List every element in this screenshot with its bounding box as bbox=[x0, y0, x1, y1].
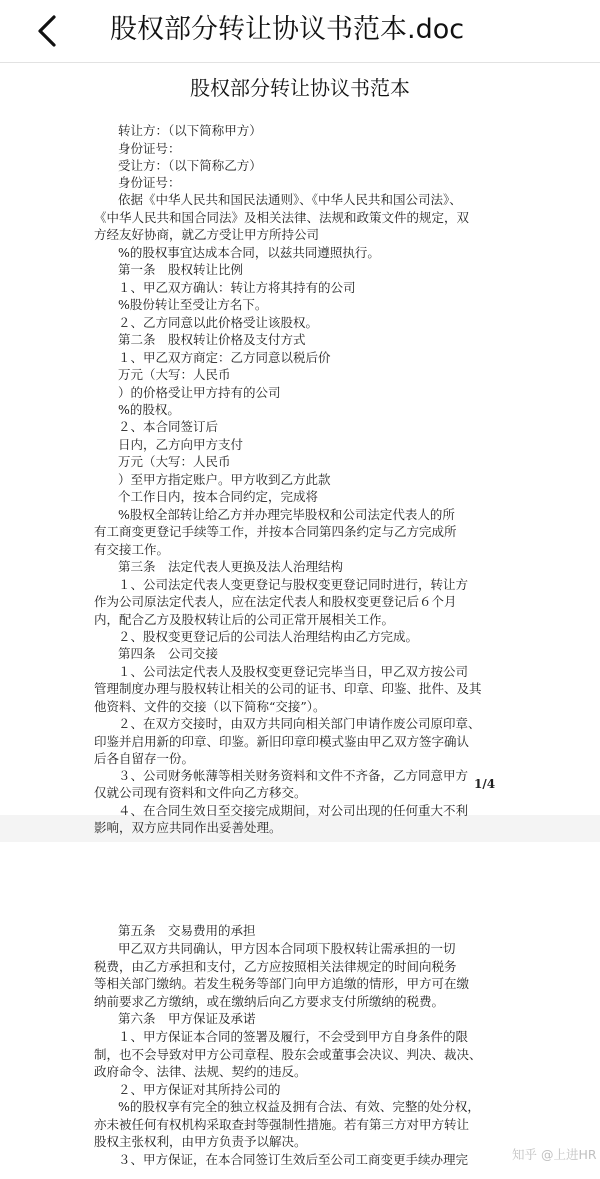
document-line: １、甲方保证本合同的签署及履行，不会受到甲方自身条件的限 bbox=[118, 1029, 469, 1044]
document-line: 等相关部门缴纳。若发生税务等部门向甲方追缴的情形，甲方可在缴 bbox=[94, 976, 470, 991]
document-line: %的股权享有完全的独立权益及拥有合法、有效、完整的处分权， bbox=[118, 1099, 480, 1114]
top-bar bbox=[0, 0, 600, 63]
document-line: ２、在双方交接时，由双方共同向相关部门申请作废公司原印章、 bbox=[118, 716, 481, 731]
document-line: 万元（大写：人民币 bbox=[118, 367, 231, 382]
document-line: %的股权事宜达成本合同，以兹共同遵照执行。 bbox=[118, 245, 380, 260]
document-line: 身份证号： bbox=[118, 141, 181, 156]
document-line: ）至甲方指定账户。甲方收到乙方此款 bbox=[118, 472, 331, 487]
document-line: 纳前要求乙方缴纳，或在缴纳后向乙方要求支付所缴纳的税费。 bbox=[94, 994, 445, 1009]
document-line: 第五条 交易费用的承担 bbox=[118, 923, 256, 938]
document-line: 亦未被任何有权机构采取查封等强制性措施。若有第三方对甲方转让 bbox=[94, 1117, 470, 1132]
document-line: 内，配合乙方及股权转让后的公司正常开展相关工作。 bbox=[94, 612, 395, 627]
back-button[interactable] bbox=[32, 14, 66, 48]
document-line: 方经友好协商，就乙方受让甲方所持公司 bbox=[94, 227, 320, 242]
document-line: 仅就公司现有资料和文件向乙方移交。 bbox=[94, 785, 307, 800]
document-line: ３、公司财务帐薄等相关财务资料和文件不齐备，乙方同意甲方 bbox=[118, 768, 469, 783]
document-line: １、公司法定代表人变更登记与股权变更登记同时进行，转让方 bbox=[118, 577, 469, 592]
document-line: 有工商变更登记手续等工作，并按本合同第四条约定与乙方完成所 bbox=[94, 524, 457, 539]
file-title: 股权部分转让协议书范本.doc bbox=[110, 14, 465, 45]
chevron-left-icon bbox=[32, 14, 66, 48]
document-line: 甲乙双方共同确认，甲方因本合同项下股权转让需承担的一切 bbox=[118, 941, 456, 956]
document-line: 作为公司原法定代表人，应在法定代表人和股权变更登记后６个月 bbox=[94, 594, 457, 609]
document-line: 股权主张权利，由甲方负责予以解决。 bbox=[94, 1134, 307, 1149]
document-line: 第二条 股权转让价格及支付方式 bbox=[118, 332, 306, 347]
document-title: 股权部分转让协议书范本 bbox=[190, 76, 410, 100]
document-line: ２、股权变更登记后的公司法人治理结构由乙方完成。 bbox=[118, 629, 419, 644]
document-line: 转让方：（以下简称甲方） bbox=[118, 123, 262, 138]
document-line: 政府命令、法律、法规、契约的违反。 bbox=[94, 1064, 307, 1079]
document-line: 个工作日内，按本合同约定，完成将 bbox=[118, 489, 319, 504]
page-number: 1/4 bbox=[474, 777, 496, 791]
document-line: ３、甲方保证，在本合同签订生效后至公司工商变更手续办理完 bbox=[118, 1152, 469, 1167]
document-line: 制，也不会导致对甲方公司章程、股东会或董事会决议、判决、裁决、 bbox=[94, 1047, 482, 1062]
document-line: 他资料、文件的交接（以下简称“交接”）。 bbox=[94, 699, 326, 714]
document-line: 万元（大写：人民币 bbox=[118, 454, 231, 469]
watermark: 知乎 @上进HR bbox=[512, 1147, 597, 1162]
document-line: 后各自留存一份。 bbox=[94, 751, 195, 766]
document-line: １、公司法定代表人及股权变更登记完毕当日，甲乙双方按公司 bbox=[118, 664, 469, 679]
document-line: ４、在合同生效日至交接完成期间，对公司出现的任何重大不利 bbox=[118, 803, 469, 818]
document-line: %股权全部转让给乙方并办理完毕股权和公司法定代表人的所 bbox=[118, 507, 455, 522]
document-line: 第四条 公司交接 bbox=[118, 646, 219, 661]
document-line: 税费，由乙方承担和支付，乙方应按照相关法律规定的时间向税务 bbox=[94, 959, 457, 974]
document-line: 印鉴并启用新的印章、印鉴。新旧印章印模式鉴由甲乙双方签字确认 bbox=[94, 734, 470, 749]
document-line: ２、甲方保证对其所持公司的 bbox=[118, 1082, 281, 1097]
document-line: １、甲乙双方商定：乙方同意以税后价 bbox=[118, 350, 331, 365]
document-line: %的股权。 bbox=[118, 402, 180, 417]
document-line: 影响，双方应共同作出妥善处理。 bbox=[94, 820, 282, 835]
document-line: 第六条 甲方保证及承诺 bbox=[118, 1011, 256, 1026]
document-line: 第一条 股权转让比例 bbox=[118, 262, 244, 277]
document-line: 受让方：（以下简称乙方） bbox=[118, 158, 262, 173]
document-line: ）的价格受让甲方持有的公司 bbox=[118, 385, 281, 400]
document-line: 有交接工作。 bbox=[94, 542, 170, 557]
document-line: 第三条 法定代表人更换及法人治理结构 bbox=[118, 559, 344, 574]
document-line: ２、本合同签订后 bbox=[118, 419, 219, 434]
document-line: 依据《中华人民共和国民法通则》、《中华人民共和国公司法》、 bbox=[118, 192, 462, 207]
document-line: %股份转让至受让方名下。 bbox=[118, 297, 268, 312]
document-line: ２、乙方同意以此价格受让该股权。 bbox=[118, 315, 319, 330]
document-line: 管理制度办理与股权转让相关的公司的证书、印章、印鉴、批件、及其 bbox=[94, 681, 482, 696]
document-line: 日内，乙方向甲方支付 bbox=[118, 437, 244, 452]
document-line: 《中华人民共和国合同法》及相关法律、法规和政策文件的规定，双 bbox=[94, 210, 470, 225]
document-line: １、甲乙双方确认：转让方将其持有的公司 bbox=[118, 280, 356, 295]
document-line: 身份证号： bbox=[118, 175, 181, 190]
